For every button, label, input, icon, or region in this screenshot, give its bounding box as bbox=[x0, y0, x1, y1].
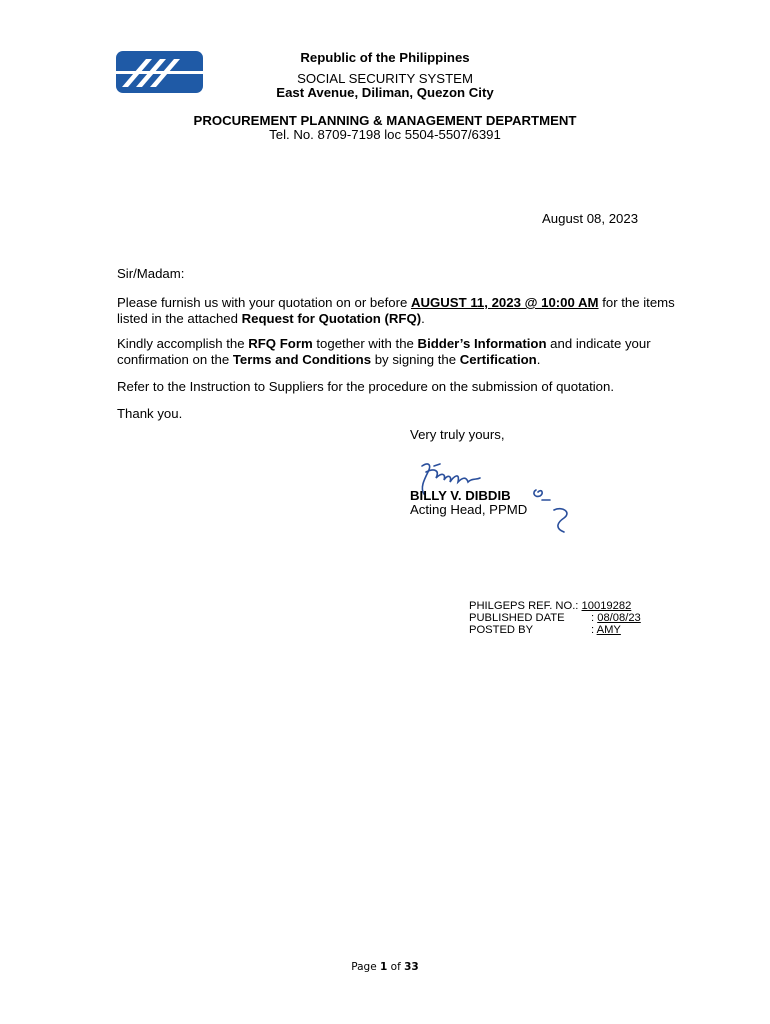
philgeps-ref-label: PHILGEPS REF. NO.: bbox=[469, 600, 579, 612]
salutation: Sir/Madam: bbox=[117, 266, 185, 281]
deadline: AUGUST 11, 2023 @ 10:00 AM bbox=[410, 295, 599, 310]
philgeps-ref-row bbox=[469, 600, 631, 612]
published-date-row: PUBLISHED DATE : 08/08/23 bbox=[469, 612, 641, 624]
signatory-title: Acting Head, PPMD bbox=[410, 502, 528, 517]
header-republic: Republic of the Philippines bbox=[300, 50, 470, 65]
paragraph-instructions: Kindly accomplish the RFQ Form together with the Bidder’s Information and indicate your confirmation on the Terms and Conditions by signing the Certification. bbox=[117, 336, 651, 367]
page-number: Page 1 of 33 bbox=[351, 961, 419, 973]
closing: Very truly yours, bbox=[410, 427, 505, 442]
philgeps-ref-value: 10019282 bbox=[581, 600, 632, 612]
paragraph-refer: Refer to the Instruction to Suppliers for the procedure on the submission of quotation. bbox=[117, 379, 615, 394]
posted-by-value: AMY bbox=[596, 624, 621, 636]
paragraph-deadline: Please furnish us with your quotation on or before AUGUST 11, 2023 @ 10:00 AM for the items listed in the attached Request for Quotation (RFQ). bbox=[117, 295, 675, 326]
letter-date: August 08, 2023 bbox=[542, 211, 639, 226]
signatory-name: BILLY V. DIBDIB bbox=[410, 488, 511, 503]
posted-by-label: POSTED BY bbox=[469, 624, 534, 636]
posted-by-row: POSTED BY : AMY bbox=[469, 624, 621, 636]
published-date-label: PUBLISHED DATE bbox=[469, 612, 565, 624]
header-telephone: Tel. No. 8709-7198 loc 5504-5507/6391 bbox=[269, 127, 501, 142]
header-agency: SOCIAL SECURITY SYSTEM bbox=[297, 71, 473, 86]
header-department: PROCUREMENT PLANNING & MANAGEMENT DEPARTMENT bbox=[193, 113, 577, 128]
published-date-value: 08/08/23 bbox=[597, 612, 641, 624]
header-address: East Avenue, Diliman, Quezon City bbox=[276, 85, 494, 100]
thank-you: Thank you. bbox=[117, 406, 183, 421]
